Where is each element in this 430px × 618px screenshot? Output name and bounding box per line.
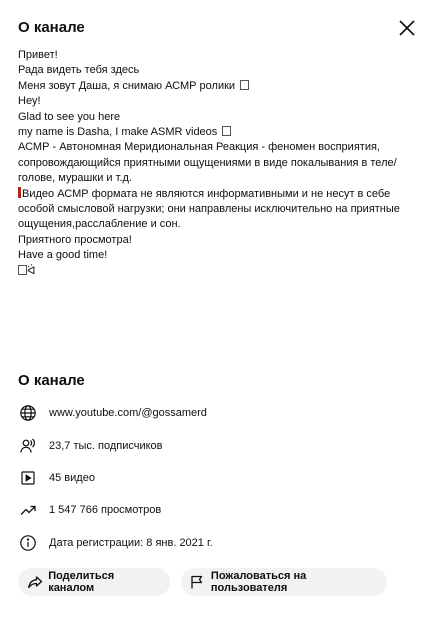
joined-row bbox=[18, 533, 213, 553]
description-line: Hey! bbox=[18, 95, 41, 108]
share-button-label: Поделиться каналом bbox=[48, 570, 115, 594]
red-marker-icon bbox=[18, 187, 21, 198]
description-line: my name is Dasha, I make ASMR videos bbox=[18, 125, 412, 140]
about-section-title: О канале bbox=[18, 372, 85, 389]
globe-icon bbox=[18, 403, 38, 423]
views-row bbox=[18, 500, 161, 520]
info-icon bbox=[18, 533, 38, 553]
description-line: Рада видеть тебя здесь bbox=[18, 64, 140, 77]
channel-url-link[interactable]: www.youtube.com/@gossamerd bbox=[49, 406, 207, 419]
asmr-definition: АСМР - Автономная Меридиональная Реакция - феномен восприятия, сопровождающийся приятными ощущениями в виде покалывания в теле/голове, мурашки и т.д. bbox=[18, 141, 397, 185]
videos-count: 45 видео bbox=[49, 471, 95, 484]
description-line: Меня зовут Даша, я снимаю АСМР ролики bbox=[18, 79, 412, 94]
videos-row bbox=[18, 468, 95, 488]
dialog-title: О канале bbox=[18, 19, 85, 36]
share-icon bbox=[26, 573, 43, 591]
video-icon bbox=[18, 468, 38, 488]
description-line: ᐛ bbox=[18, 264, 412, 279]
flag-icon bbox=[189, 573, 206, 591]
share-channel-button[interactable] bbox=[18, 568, 170, 596]
close-icon bbox=[396, 17, 418, 39]
emoji-placeholder-icon bbox=[240, 80, 249, 90]
subscribers-icon bbox=[18, 436, 38, 456]
description-line: Glad to see you here bbox=[18, 110, 121, 123]
emoji-placeholder-icon bbox=[18, 265, 27, 275]
description-line: Приятного просмотра! bbox=[18, 233, 132, 246]
description-line: Привет! bbox=[18, 49, 58, 61]
subscribers-row bbox=[18, 436, 163, 456]
views-count: 1 547 766 просмотров bbox=[49, 503, 162, 516]
channel-link-row bbox=[18, 403, 207, 423]
disclaimer: Видео АСМР формата не являются информативными и не несут в себе особой смысловой нагрузки; они направлены исключительно на приятные ощущения,расслабление и сон. bbox=[18, 187, 400, 231]
join-date: Дата регистрации: 8 янв. 2021 г. bbox=[49, 536, 213, 549]
emoji-placeholder-icon bbox=[222, 126, 231, 136]
report-user-button[interactable] bbox=[181, 568, 387, 596]
subscribers-count: 23,7 тыс. подписчиков bbox=[49, 439, 163, 452]
close-button[interactable] bbox=[396, 17, 418, 39]
trending-icon bbox=[18, 500, 38, 520]
description-line: Have a good time! bbox=[18, 249, 108, 262]
channel-description bbox=[18, 48, 412, 279]
report-button-label: Пожаловаться на пользователя bbox=[210, 570, 307, 594]
